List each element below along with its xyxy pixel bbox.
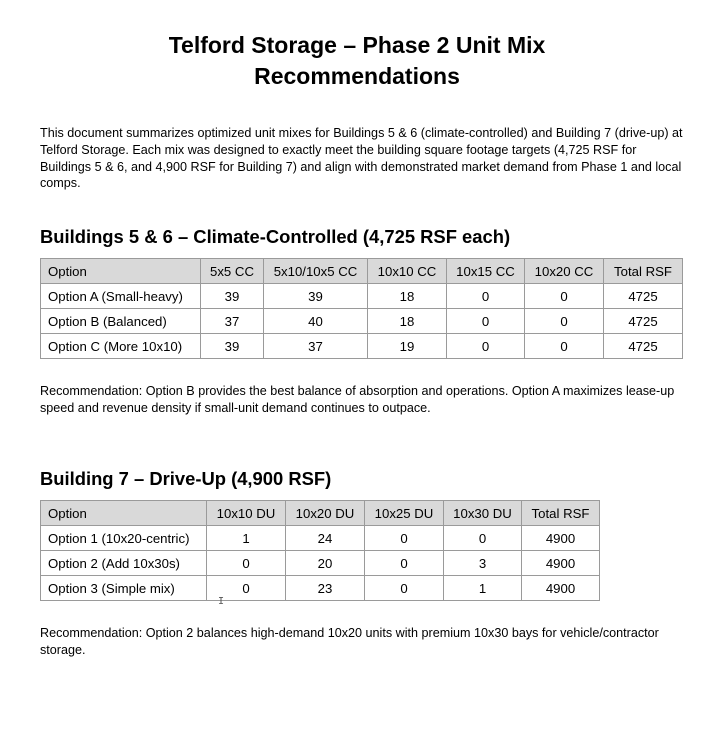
table-cell: 0 bbox=[525, 334, 604, 359]
drive-up-mix-table bbox=[40, 500, 600, 601]
table-cell: 4725 bbox=[604, 309, 683, 334]
section-heading-buildings-5-6: Buildings 5 & 6 – Climate-Controlled (4,725 RSF each) bbox=[40, 226, 511, 247]
table-cell: 18 bbox=[368, 284, 447, 309]
table-cell: 0 bbox=[365, 551, 444, 576]
table-cell: 3 bbox=[444, 551, 522, 576]
text-cursor-icon: I bbox=[218, 596, 225, 607]
column-header: 5x10/10x5 CC bbox=[264, 259, 368, 284]
section-heading-building-7: Building 7 – Drive-Up (4,900 RSF) bbox=[40, 468, 332, 489]
column-header: 5x5 CC bbox=[201, 259, 264, 284]
table-cell: 0 bbox=[444, 526, 522, 551]
table-cell: Option 1 (10x20-centric) bbox=[41, 526, 207, 551]
table-cell: 4900 bbox=[522, 526, 600, 551]
table-cell: 4900 bbox=[522, 551, 600, 576]
table-cell: 4900 bbox=[522, 576, 600, 601]
recommendation-buildings-5-6: Recommendation: Option B provides the best balance of absorption and operations. Option A maximizes lease-up speed and revenue density if small-unit demand continues to outpace. bbox=[40, 384, 675, 415]
table-cell: 1 bbox=[444, 576, 522, 601]
table-cell: Option 2 (Add 10x30s) bbox=[41, 551, 207, 576]
column-header: 10x20 DU bbox=[286, 501, 365, 526]
climate-controlled-mix-table bbox=[40, 258, 683, 359]
table-cell: Option C (More 10x10) bbox=[41, 334, 201, 359]
table-cell: Option 3 (Simple mix) bbox=[41, 576, 207, 601]
table-cell: 18 bbox=[368, 309, 447, 334]
column-header: Option bbox=[41, 259, 201, 284]
column-header: 10x20 CC bbox=[525, 259, 604, 284]
recommendation-building-7: Recommendation: Option 2 balances high-demand 10x20 units with premium 10x30 bays for vehicle/contractor storage. bbox=[40, 626, 659, 657]
table-cell: 0 bbox=[447, 334, 525, 359]
table-cell: 39 bbox=[201, 284, 264, 309]
table-cell: 4725 bbox=[604, 334, 683, 359]
column-header: 10x30 DU bbox=[444, 501, 522, 526]
table-cell: 0 bbox=[207, 576, 286, 601]
table-cell: 0 bbox=[365, 576, 444, 601]
page-title-line-1: Telford Storage – Phase 2 Unit Mix bbox=[168, 32, 546, 58]
table-cell: 0 bbox=[207, 551, 286, 576]
table-cell: 23 bbox=[286, 576, 365, 601]
table-cell: 1 bbox=[207, 526, 286, 551]
table-cell: 4725 bbox=[604, 284, 683, 309]
page-title bbox=[0, 30, 710, 92]
table-cell: 0 bbox=[525, 284, 604, 309]
table-cell: 37 bbox=[201, 309, 264, 334]
column-header: 10x10 CC bbox=[368, 259, 447, 284]
table-cell: Option A (Small-heavy) bbox=[41, 284, 201, 309]
table-cell: 39 bbox=[201, 334, 264, 359]
table-cell: 0 bbox=[365, 526, 444, 551]
table-row bbox=[41, 576, 600, 601]
table-cell: 40 bbox=[264, 309, 368, 334]
column-header: Option bbox=[41, 501, 207, 526]
table-cell: 39 bbox=[264, 284, 368, 309]
table-cell: 0 bbox=[447, 309, 525, 334]
table-row bbox=[41, 526, 600, 551]
table-cell: 0 bbox=[525, 309, 604, 334]
intro-paragraph: This document summarizes optimized unit mixes for Buildings 5 & 6 (climate-controlled) and Building 7 (drive-up) at Telford Storage. Each mix was designed to exactly meet the building square footage targets (4,725 RSF for Buildings 5 & 6, and 4,900 RSF for Building 7) and align with demonstrated market demand from Phase 1 and local comps. bbox=[40, 126, 683, 191]
table-row bbox=[41, 334, 683, 359]
column-header: 10x10 DU bbox=[207, 501, 286, 526]
column-header: Total RSF bbox=[522, 501, 600, 526]
page-title-line-2: Recommendations bbox=[254, 63, 460, 89]
table-header-row bbox=[41, 259, 683, 284]
table-row bbox=[41, 284, 683, 309]
table-cell: 0 bbox=[447, 284, 525, 309]
column-header: 10x15 CC bbox=[447, 259, 525, 284]
column-header: Total RSF bbox=[604, 259, 683, 284]
column-header: 10x25 DU bbox=[365, 501, 444, 526]
table-row bbox=[41, 551, 600, 576]
table-cell: Option B (Balanced) bbox=[41, 309, 201, 334]
table-row bbox=[41, 309, 683, 334]
table-cell: 20 bbox=[286, 551, 365, 576]
table-cell: 19 bbox=[368, 334, 447, 359]
table-header-row bbox=[41, 501, 600, 526]
table-cell: 24 bbox=[286, 526, 365, 551]
table-cell: 37 bbox=[264, 334, 368, 359]
